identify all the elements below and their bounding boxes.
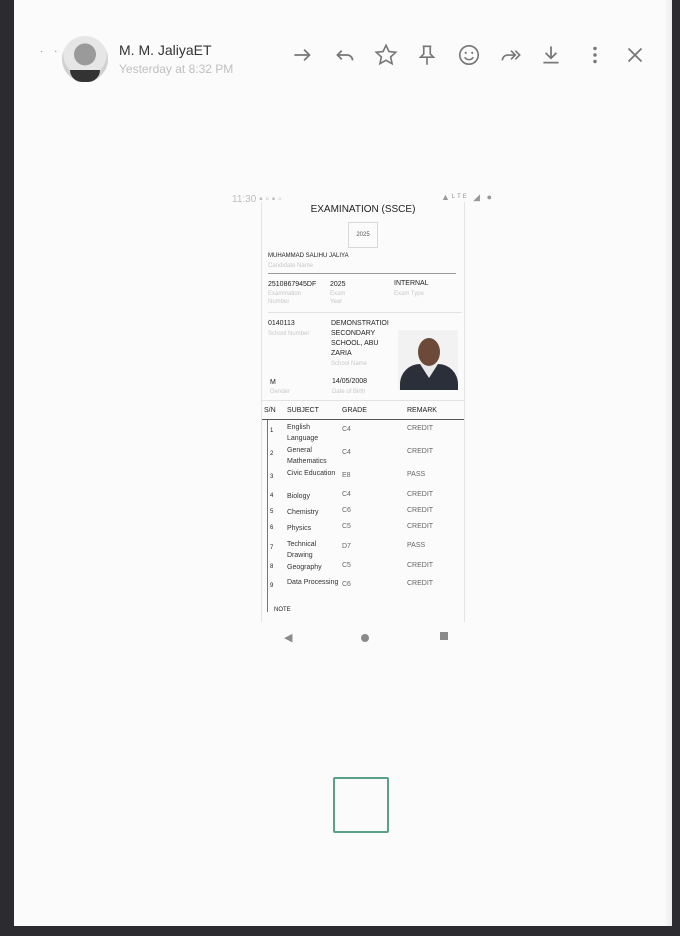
school-number: 0140113 (268, 320, 295, 327)
reply-icon[interactable] (332, 42, 358, 68)
note-label: NOTE (274, 607, 291, 613)
sender-name: M. M. JaliyaET (119, 42, 212, 58)
exam-type-label: Exam Type (394, 291, 424, 297)
status-bar-icons: ▲ᴸᵀᴱ ◢ ● (440, 192, 494, 202)
candidate-name: MUHAMMAD SALIHU JALIYA (268, 253, 349, 259)
back-nav-icon[interactable]: ◀ (284, 632, 293, 644)
more-vertical-icon[interactable] (582, 42, 608, 68)
candidate-photo (398, 330, 458, 390)
scan-border (0, 926, 680, 936)
exam-title: EXAMINATION (SSCE) (310, 204, 416, 215)
gender-label: Gender (270, 389, 291, 395)
exam-year: 2025 (330, 281, 346, 288)
download-icon[interactable] (538, 42, 564, 68)
page-shadow (664, 0, 672, 926)
exam-type: INTERNAL (394, 280, 429, 287)
scan-artifact: · · (40, 46, 62, 57)
date-of-birth: 14/05/2008 (332, 378, 368, 385)
home-nav-icon[interactable] (361, 634, 369, 642)
forward-arrow-icon[interactable] (290, 42, 316, 68)
exam-year-label: Exam Year (330, 291, 346, 305)
divider (262, 400, 464, 401)
exam-number-label: Examination Number (268, 291, 302, 305)
divider (268, 273, 456, 274)
star-icon[interactable] (373, 42, 399, 68)
close-icon[interactable] (622, 42, 648, 68)
status-bar-time: 11:30 ▪ ▫ ▪ ◦ (232, 194, 282, 205)
forward-all-icon[interactable] (498, 42, 524, 68)
divider (268, 312, 462, 313)
pin-icon[interactable] (414, 42, 440, 68)
header-grade: GRADE (342, 407, 367, 414)
header-remark: REMARK (407, 407, 437, 414)
school-name: DEMONSTRATIOI SECONDARY SCHOOL, ABU ZARIA (331, 320, 389, 357)
scan-marker-square (333, 777, 389, 833)
school-number-label: School Number (268, 331, 310, 337)
recents-nav-icon[interactable] (440, 632, 448, 640)
table-header-divider (262, 419, 464, 420)
table-left-border (267, 420, 268, 612)
header-subject: SUBJECT (287, 407, 319, 414)
avatar[interactable] (62, 36, 108, 82)
message-timestamp: Yesterday at 8:32 PM (119, 62, 234, 76)
phone-screenshot (228, 190, 504, 650)
exam-number: 2510867945DF (268, 281, 317, 288)
result-slip: EXAMINATION (SSCE) 2025 MUHAMMAD SALIHU JALIYA Candidate Name 2510867945DF Examination Number 2025 Exam Year INTERNAL Exam Type 0140113 School Number DEMONSTRATIOI SECONDARY SCHOOL, ABU ZARIA School Name M Gender 14/05/2008 Date of Birth S/N SUBJECT GRADE REMARK 1 English Language C4 CREDIT 2 General Mathematics C4 CREDIT 3 Civic Education E8 PASS 4 Biology C4 CREDIT 5 Chemistry C6 CREDIT 6 Physics C5 CREDIT 7 Technical Drawing D7 PASS 8 Geography C5 CREDIT 9 Data Processing C6 CREDIT NOTE (261, 202, 465, 622)
date-of-birth-label: Date of Birth (332, 389, 366, 395)
header-sn: S/N (264, 407, 276, 414)
school-name-label: School Name (331, 361, 368, 367)
emoji-icon[interactable] (456, 42, 482, 68)
candidate-name-label: Candidate Name (268, 263, 314, 269)
gender: M (270, 379, 276, 386)
year-box: 2025 (348, 222, 378, 248)
